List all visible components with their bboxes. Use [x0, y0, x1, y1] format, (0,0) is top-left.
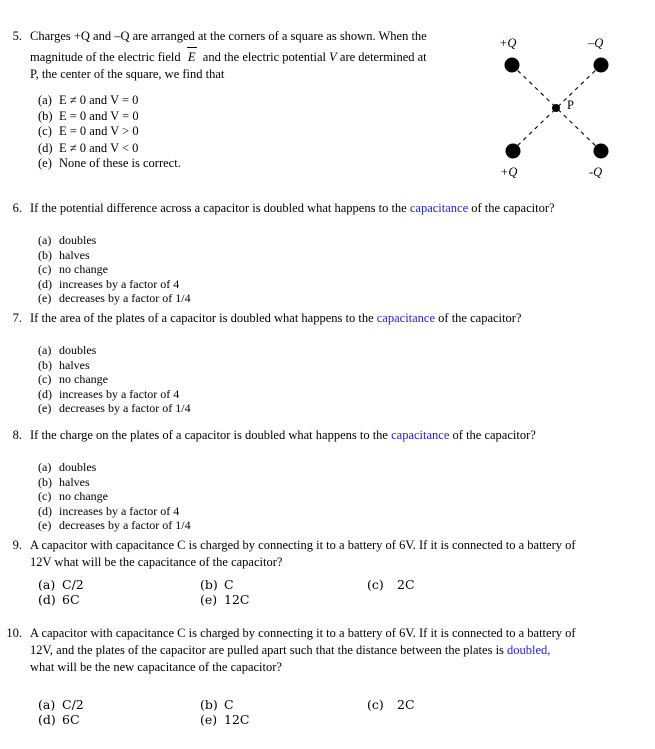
question-number: 5. [12, 29, 22, 43]
question-number: 6. [12, 201, 22, 215]
stem-line: what will be the new capacitance of the capacitor? [30, 660, 282, 674]
option-d[interactable] [38, 712, 200, 727]
option-text: C [224, 697, 234, 712]
option-label: (b) [38, 357, 52, 372]
electric-field-vector-symbol: E [187, 50, 196, 64]
option-text: increases by a factor of 4 [59, 276, 180, 291]
option-text: decreases by a factor of 1/4 [59, 291, 191, 306]
stem-text-post: of the capacitor? [468, 201, 555, 215]
option-label: (e) [200, 712, 218, 727]
option-d[interactable] [38, 504, 191, 519]
option-label: (e) [200, 592, 218, 607]
stem-text-post: of the capacitor? [435, 311, 522, 325]
option-label: (c) [38, 262, 52, 277]
option-empty [367, 712, 487, 727]
charge-label-bottom-right: -Q [589, 165, 603, 179]
option-label: (e) [38, 156, 52, 170]
option-b[interactable] [38, 358, 191, 373]
highlighted-term: doubled, [507, 643, 551, 657]
option-row-2 [38, 712, 487, 727]
stem-line: P, the center of the square, we find that [30, 67, 225, 81]
option-label: (b) [38, 108, 53, 123]
charge-label-bottom-left: +Q [500, 165, 518, 179]
center-point-dot [552, 104, 560, 112]
question-stem [30, 537, 576, 571]
option-c[interactable] [367, 577, 487, 592]
option-label: (b) [38, 247, 52, 262]
stem-line: Charges +Q and –Q are arranged at the corners of a square as shown. When the [30, 29, 427, 43]
stem-line: magnitude of the electric field E and the electric potential V are determined at [30, 50, 427, 64]
charge-dot-top-left [505, 58, 520, 73]
option-a[interactable] [38, 697, 200, 712]
option-label: (d) [38, 140, 53, 155]
option-text: 6C [62, 712, 80, 727]
option-e[interactable] [38, 156, 181, 172]
option-text: increases by a factor of 4 [59, 503, 180, 518]
question-stem [30, 625, 576, 676]
option-text: E ≠ 0 and V = 0 [59, 93, 139, 107]
option-text: C [224, 577, 234, 592]
option-c[interactable] [38, 124, 181, 140]
option-label: (a) [38, 460, 52, 474]
question-7 [0, 310, 655, 327]
option-label: (c) [38, 372, 52, 387]
question-stem [30, 28, 427, 83]
option-a[interactable] [38, 577, 200, 592]
option-label: (b) [200, 697, 218, 712]
question-7-options [38, 343, 191, 416]
option-text: no change [59, 489, 108, 504]
option-c[interactable] [38, 489, 191, 504]
option-row-1 [38, 697, 487, 712]
center-point-label: P [567, 98, 574, 112]
option-label: (e) [38, 518, 52, 533]
option-label: (d) [38, 276, 52, 291]
stem-line: A capacitor with capacitance C is charged by connecting it to a battery of 6V. If it is connected to a battery of [30, 626, 576, 640]
question-9-options [38, 577, 487, 607]
option-d[interactable] [38, 141, 181, 157]
highlighted-term: capacitance [391, 428, 450, 442]
option-text: halves [59, 247, 90, 262]
option-text: E = 0 and V > 0 [59, 124, 139, 138]
option-label: (c) [367, 577, 384, 592]
stem-line [30, 642, 576, 659]
question-5-options [38, 93, 181, 172]
option-text: increases by a factor of 4 [59, 386, 180, 401]
square-charge-diagram [480, 30, 655, 195]
question-10-options [38, 697, 487, 727]
option-text: 2C [397, 697, 415, 712]
option-label: (d) [38, 592, 56, 607]
question-6 [0, 200, 655, 217]
option-text: E = 0 and V = 0 [59, 108, 139, 123]
stem-line: 12V what will be the capacitance of the capacitor? [30, 555, 283, 569]
option-a[interactable] [38, 93, 181, 109]
option-e[interactable] [38, 518, 191, 533]
option-e[interactable] [38, 401, 191, 416]
option-a[interactable] [38, 233, 191, 248]
option-text: no change [59, 372, 108, 387]
option-d[interactable] [38, 592, 200, 607]
option-text: decreases by a factor of 1/4 [59, 401, 191, 416]
question-10 [0, 625, 655, 676]
question-5 [0, 28, 470, 83]
option-label: (a) [38, 343, 52, 357]
option-b[interactable] [200, 577, 367, 592]
option-text: no change [59, 262, 108, 277]
option-text: C/2 [62, 577, 84, 592]
option-b[interactable] [38, 109, 181, 125]
option-label: (d) [38, 712, 56, 727]
option-c[interactable] [367, 697, 487, 712]
option-b[interactable] [200, 697, 367, 712]
highlighted-term: capacitance [409, 201, 469, 215]
charge-label-top-right: –Q [588, 36, 604, 50]
stem-line: A capacitor with capacitance C is charged by connecting it to a battery of 6V. If it is connected to a battery of [30, 538, 576, 552]
charge-dot-top-right [594, 58, 609, 73]
option-label: (a) [38, 697, 56, 712]
question-number: 9. [12, 538, 22, 552]
option-row-1 [38, 577, 487, 592]
option-b[interactable] [38, 248, 191, 263]
option-label: (a) [38, 233, 52, 247]
option-e[interactable] [38, 291, 191, 306]
option-text: C/2 [62, 697, 84, 712]
question-number: 7. [12, 311, 22, 325]
question-6-options [38, 233, 191, 306]
option-e[interactable] [200, 592, 367, 607]
option-label: (c) [367, 697, 384, 712]
option-label: (d) [38, 386, 52, 401]
option-d[interactable] [38, 277, 191, 292]
option-label: (a) [38, 577, 56, 592]
stem-text-pre: If the charge on the plates of a capacitor is doubled what happens to the [30, 428, 392, 442]
option-text: doubles [59, 233, 97, 247]
question-number: 10. [6, 626, 22, 640]
option-b[interactable] [38, 475, 191, 490]
charge-label-top-left: +Q [499, 36, 517, 50]
option-text: doubles [59, 460, 97, 474]
charge-dot-bottom-right [594, 144, 609, 159]
option-text: decreases by a factor of 1/4 [59, 518, 191, 533]
option-a[interactable] [38, 460, 191, 475]
highlighted-term: capacitance [376, 311, 436, 325]
option-e[interactable] [200, 712, 367, 727]
question-stem [30, 200, 555, 217]
option-text: halves [59, 474, 90, 489]
option-label: (c) [38, 124, 52, 138]
question-9 [0, 537, 655, 571]
option-c[interactable] [38, 372, 191, 387]
stem-text-pre: If the area of the plates of a capacitor is doubled what happens to the [30, 311, 377, 325]
option-text: 12C [224, 592, 250, 607]
option-label: (c) [38, 489, 52, 504]
option-d[interactable] [38, 387, 191, 402]
option-text: 2C [397, 577, 415, 592]
option-c[interactable] [38, 262, 191, 277]
question-number: 8. [12, 428, 22, 442]
option-empty [367, 592, 487, 607]
option-a[interactable] [38, 343, 191, 358]
option-text: None of these is correct. [59, 156, 181, 170]
option-row-2 [38, 592, 487, 607]
option-label: (e) [38, 291, 52, 306]
option-text: 6C [62, 592, 80, 607]
option-label: (b) [200, 577, 218, 592]
option-label: (e) [38, 401, 52, 416]
question-stem [30, 427, 536, 444]
stem-text-pre: If the potential difference across a capacitor is doubled what happens to the [30, 201, 410, 215]
question-8-options [38, 460, 191, 533]
charge-dot-bottom-left [506, 144, 521, 159]
question-stem [30, 310, 521, 327]
stem-text-post: of the capacitor? [449, 428, 536, 442]
option-label: (b) [38, 474, 52, 489]
stem-text-pre: 12V, and the plates of the capacitor are pulled apart such that the distance between the plates is [30, 643, 508, 657]
option-text: doubles [59, 343, 97, 357]
option-label: (a) [38, 93, 52, 107]
option-label: (d) [38, 503, 52, 518]
option-text: halves [59, 357, 90, 372]
potential-symbol: V [329, 50, 337, 64]
option-text: 12C [224, 712, 250, 727]
question-8 [0, 427, 655, 444]
option-text: E ≠ 0 and V < 0 [59, 140, 139, 155]
